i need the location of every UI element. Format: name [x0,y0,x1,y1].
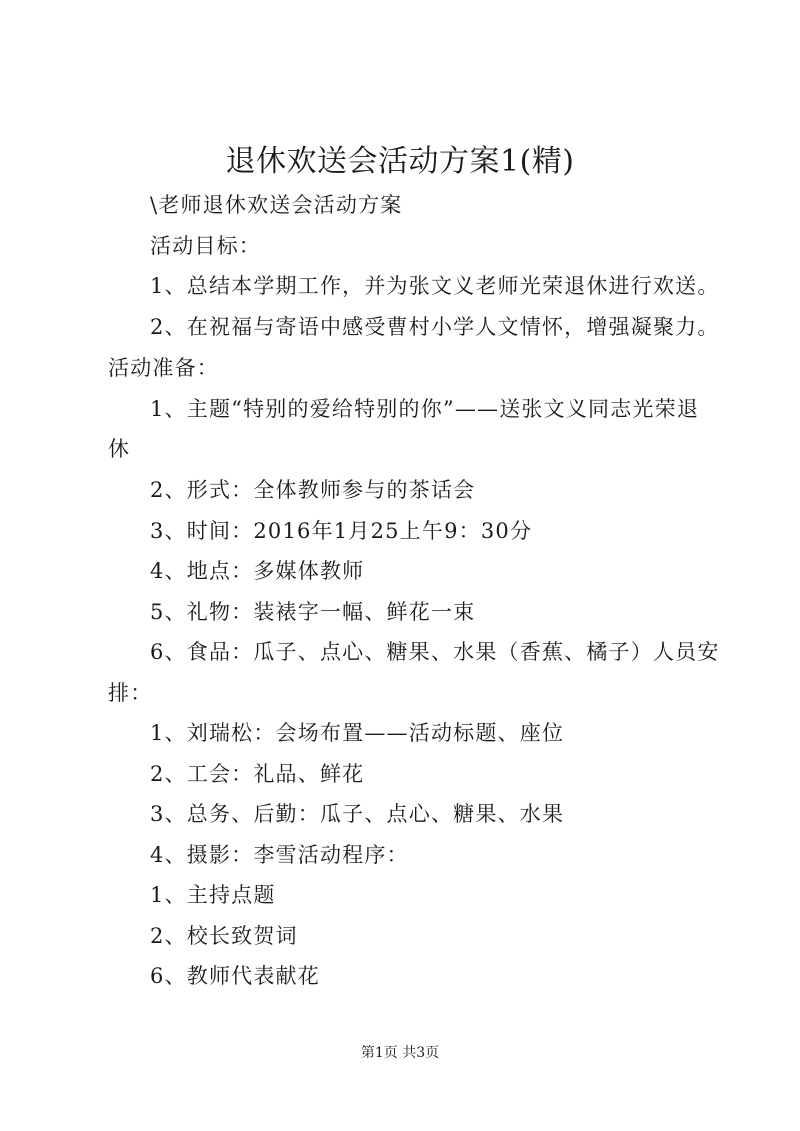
paragraph-line: 1、总结本学期工作，并为张文义老师光荣退休进行欢送。 [150,274,720,298]
paragraph-line: 3、总务、后勤：瓜子、点心、糖果、水果 [150,802,565,826]
paragraph-line: \老师退休欢送会活动方案 [150,193,403,217]
paragraph-line: 6、教师代表献花 [150,964,320,988]
page-footer: 第1页 共3页 [360,1045,440,1061]
paragraph-line: 4、摄影：李雪活动程序： [150,843,409,867]
document-title: 退休欢送会活动方案1(精) [225,144,575,179]
paragraph-line: 5、礼物：装裱字一幅、鲜花一束 [150,600,476,624]
paragraph-line: 3、时间：2016年1月25上午9：30分 [150,519,533,543]
paragraph-line: 6、食品：瓜子、点心、糖果、水果（香蕉、橘子）人员安 [150,640,720,664]
paragraph-line: 1、主持点题 [150,883,276,907]
paragraph-line: 休 [108,437,131,461]
paragraph-line: 排： [108,681,153,705]
paragraph-line: 活动目标： [150,234,261,258]
paragraph-line: 2、形式：全体教师参与的茶话会 [150,478,476,502]
paragraph-line: 2、在祝福与寄语中感受曹村小学人文情怀，增强凝聚力。 [150,315,720,339]
paragraph-line: 4、地点：多媒体教师 [150,559,365,583]
paragraph-line: 2、校长致贺词 [150,924,298,948]
paragraph-line: 1、刘瑞松：会场布置——活动标题、座位 [150,721,565,745]
paragraph-line: 1、主题“特别的爱给特别的你”——送张文义同志光荣退 [150,397,700,421]
paragraph-line: 2、工会：礼品、鲜花 [150,762,365,786]
paragraph-line: 活动准备： [108,356,219,380]
